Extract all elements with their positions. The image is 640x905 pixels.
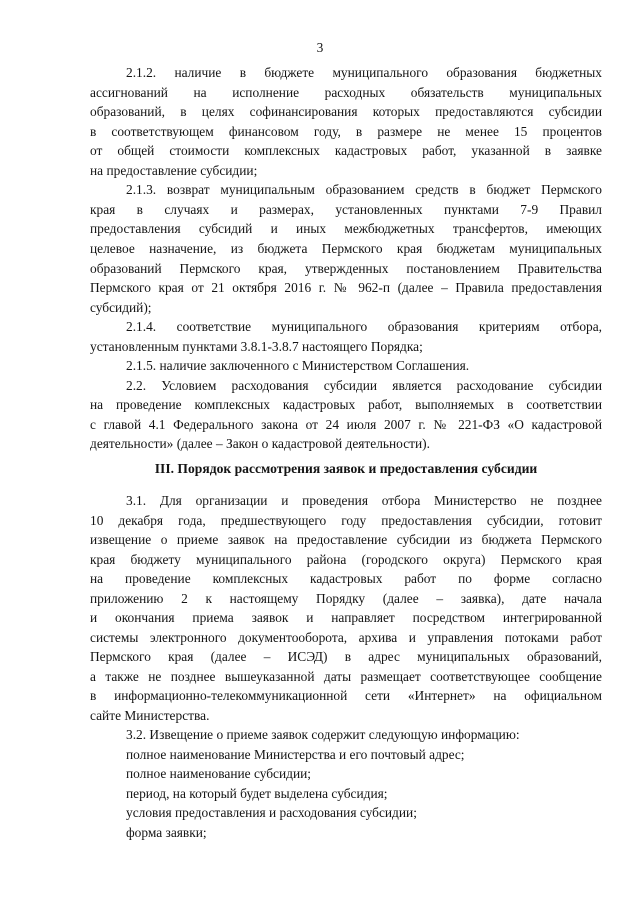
text-line: период, на который будет выделена субсидия;	[126, 785, 388, 801]
text-line: на проведение комплексных кадастровых работ по форме согласно	[90, 571, 602, 586]
section-3-heading: III. Порядок рассмотрения заявок и предоставления субсидии	[154, 461, 538, 476]
text-line: края бюджету муниципального района (городского округа) Пермского края	[90, 551, 602, 567]
text-line: 2.1.2. наличие в бюджете муниципального образования бюджетных	[126, 65, 602, 80]
text-line: 3.2. Извещение о приеме заявок содержит следующую информацию:	[126, 727, 520, 742]
text-line: Пермского края (далее – ИСЭД) в адрес муниципальных образований,	[90, 649, 602, 664]
text-line: Пермского края от 21 октября 2016 г. № 962-п (далее – Правила предоставления	[90, 280, 602, 296]
text-line: предоставления субсидий и иных межбюджетных трансфертов, имеющих	[90, 221, 602, 237]
text-line: а также не позднее вышеуказанной даты размещает соответствующее сообщение	[90, 668, 602, 684]
text-line: полное наименование Министерства и его почтовый адрес;	[126, 746, 465, 762]
text-line: на проведение комплексных кадастровых работ, выполняемых в соответствии	[90, 397, 602, 413]
text-line: 2.1.4. соответствие муниципального образования критериям отбора,	[126, 319, 602, 335]
text-line: образований, в целях софинансирования которых предоставляются субсидии	[90, 104, 602, 120]
text-line: форма заявки;	[126, 824, 207, 840]
text-line: 10 декабря года, предшествующего году предоставления субсидии, готовит	[90, 512, 602, 528]
text-line: извещение о приеме заявок на предоставление субсидии из бюджета Пермского	[90, 532, 602, 547]
text-line: целевое назначение, из бюджета Пермского края бюджетам муниципальных	[90, 240, 602, 256]
text-line: на предоставление субсидии;	[90, 162, 258, 178]
text-line: деятельности» (далее – Закон о кадастровой деятельности).	[90, 436, 430, 452]
text-line: субсидий);	[90, 299, 152, 315]
text-line: приложению 2 к настоящему Порядку (далее – заявка), дате начала	[90, 590, 602, 606]
text-line: с главой 4.1 Федерального закона от 24 июля 2007 г. № 221-ФЗ «О кадастровой	[90, 416, 602, 432]
text-line: сайте Министерства.	[90, 707, 210, 723]
text-line: в соответствующем финансовом году, в размере не менее 15 процентов	[90, 123, 602, 139]
text-line: системы электронного документооборота, архива и управления потоками работ	[90, 629, 602, 645]
page-number: 3	[316, 40, 324, 55]
text-line: в информационно-телекоммуникационной сети «Интернет» на официальном	[90, 688, 602, 703]
text-line: 3.1. Для организации и проведения отбора Министерство не позднее	[126, 493, 602, 508]
text-line: 2.1.3. возврат муниципальным образованием средств в бюджет Пермского	[126, 182, 602, 198]
text-line: 2.1.5. наличие заключенного с Министерством Соглашения.	[126, 358, 470, 374]
text-line: условия предоставления и расходования субсидии;	[126, 805, 417, 820]
text-line: ассигнований на исполнение расходных обязательств муниципальных	[90, 84, 602, 100]
text-line: края в случаях и размерах, установленных пунктами 7-9 Правил	[90, 201, 602, 217]
text-line: полное наименование субсидии;	[126, 766, 312, 781]
text-line: образований Пермского края, утвержденных постановлением Правительства	[90, 260, 602, 276]
text-line: от общей стоимости комплексных кадастровых работ, указанной в заявке	[90, 143, 602, 159]
text-line: установленным пунктами 3.8.1-3.8.7 настоящего Порядка;	[90, 338, 423, 354]
text-line: 2.2. Условием расходования субсидии является расходование субсидии	[126, 377, 602, 393]
text-line: и окончания приема заявок и направляет посредством интегрированной	[90, 610, 602, 625]
